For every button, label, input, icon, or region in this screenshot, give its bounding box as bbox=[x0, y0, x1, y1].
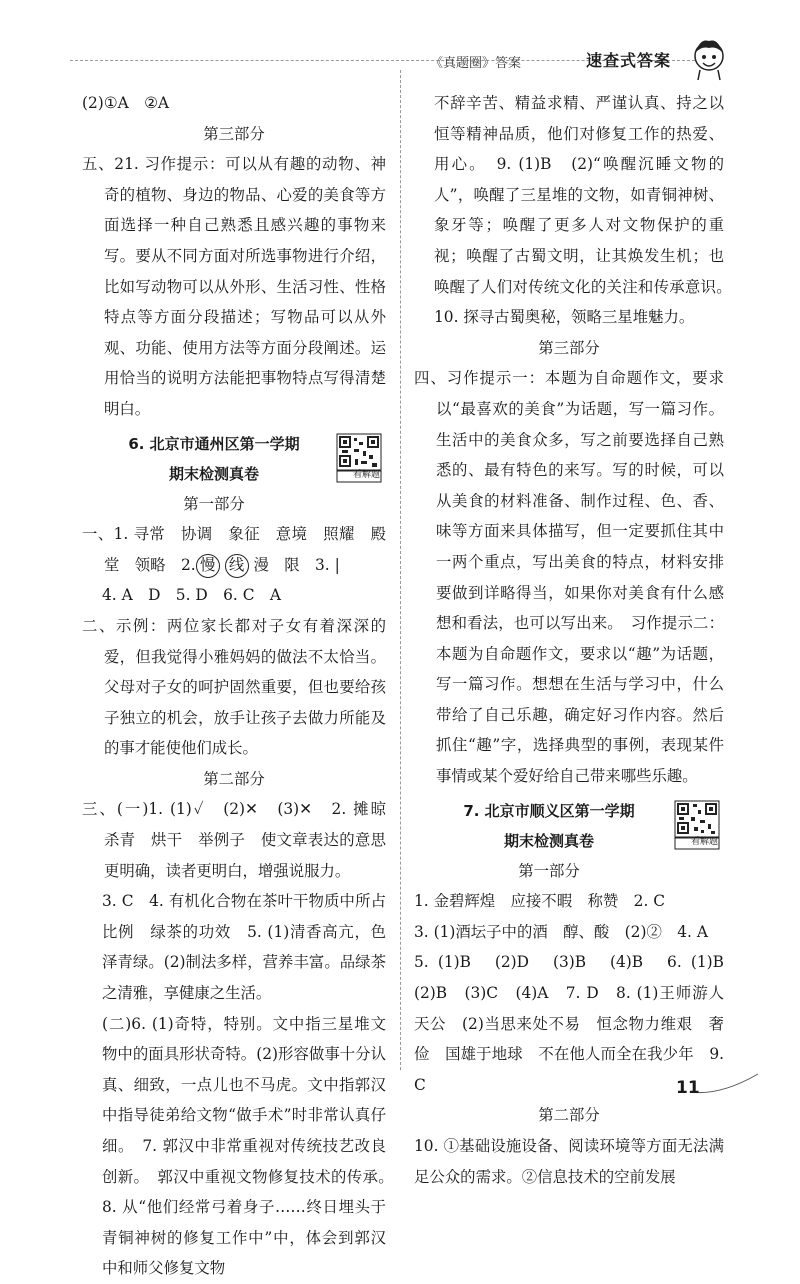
exam-subtitle: 期末检测真卷 bbox=[168, 464, 259, 483]
header-badge: 速查式答案 bbox=[586, 51, 672, 70]
answer-line: (2)①A ②A bbox=[82, 94, 170, 112]
answer-a10: 10. ①基础设施设备、阅读环境等方面无法满足公众的需求。②信息技术的空前发展 bbox=[414, 1137, 724, 1186]
answer-q1 bbox=[82, 519, 386, 580]
mascot-icon bbox=[690, 36, 728, 80]
answer-q1-cont: 4. A D 5. D 6. C A bbox=[102, 586, 281, 605]
right-column bbox=[414, 88, 740, 1192]
exam-title-block bbox=[414, 796, 724, 856]
section-heading: 第二部分 bbox=[538, 1106, 600, 1125]
exam-title-block bbox=[82, 429, 386, 489]
answer-a3: 5. (1)B (2)D (3)B (4)B 6. (1)B (2)B (3)C (4)A 7. D 8. (1)王师游人 天公 (2)当思来处不易 恒念物力维艰 奢 俭 国雄于地球 不在他人而全在我少年 9. C bbox=[414, 953, 740, 1094]
exam-title: 6. 北京市通州区第一学期 bbox=[128, 434, 300, 453]
answer-q3a: 三、(一)1. (1)✓ (2)✕ (3)✕ 2. 摊晾 杀青 烘干 举例子 使文章表达的意思更明确，读者更明白，增强说服力。 bbox=[82, 800, 402, 880]
exam-title: 7. 北京市顺义区第一学期 bbox=[463, 801, 635, 820]
answer-continued: 不辞辛苦、精益求精、严谨认真、持之以恒等精神品质，他们对修复工作的热爱、用心。 9. (1)B (2)“唤醒沉睡文物的人”，唤醒了三星堆的文物，如青铜神树、象牙等；唤醒了更多人对文物保护的重视；唤醒了古蜀文明，让其焕发生机；也唤醒了人们对传统文化的关注和传承意识。 10. 探寻古蜀奥秘，领略三星堆魅力。 bbox=[434, 94, 740, 327]
answer-q5: 五、21. 习作提示：可以从有趣的动物、神奇的植物、身边的物品、心爱的美食等方面选择一种自己熟悉且感兴趣的事物来写。要从不同方面对所选事物进行介绍，比如写动物可以从外形、生活习性、性格特点等方面分段描述；写物品可以从外观、功能、使用方法等方面分段阐述。运用恰当的说明方法能把事物特点写得清楚明白。 bbox=[82, 155, 386, 418]
answer-a1: 1. 金碧辉煌 应接不暇 称赞 2. C bbox=[414, 892, 666, 911]
header-title: 《真题圈》答案 bbox=[430, 56, 522, 71]
answer-a2: 3. (1)酒坛子中的酒 醇、酸 (2)② 4. A bbox=[414, 922, 708, 941]
answer-q3c: (二)6. (1)奇特，特别。文中指三星堆文物中的面具形状奇特。(2)形容做事十分认真、细致，一点儿也不马虎。文中指郭汉中指导徒弟给文物“做手术”时非常认真仔细。 7. 郭汉中非常重视对传统技艺改良创新。 郭汉中重视文物修复技术的传承。 8. 从“他们经常弓着身子……终日埋头于青铜神树的修复工作中”中，体会到郭汉中和师父修复文物 bbox=[102, 1014, 402, 1278]
answer-q3b: 3. C 4. 有机化合物在茶叶干物质中所占比例 绿茶的功效 5. (1)清香高亢，色泽青绿。(2)制法多样，营养丰富。品绿茶之清雅，享健康之生活。 bbox=[102, 892, 386, 1003]
answer-q4: 四、习作提示一：本题为自命题作文，要求以“最喜欢的美食”为话题，写一篇习作。生活中的美食众多，写之前要选择自己熟悉的、最有特色的来写。写的时候，可以从美食的材料准备、制作过程、色、香、味等方面来具体描写，但一定要抓住其中一两个重点，写出美食的特点，材料安排要做到详略得当，如果你对美食有什么感想和看法，也可以写出来。 习作提示二：本题为自命题作文，要求以“趣”为话题，写一篇习作。想想在生活与学习中，什么带给了自己乐趣，确定好习作内容。然后抓住“趣”字，选择典型的事例，表现某件事情或某个爱好给自己带来哪些乐趣。 bbox=[414, 369, 724, 786]
section-heading: 第一部分 bbox=[183, 494, 245, 513]
section-heading: 第二部分 bbox=[203, 769, 265, 788]
qr-label: 看解题 bbox=[690, 836, 718, 847]
left-column bbox=[82, 88, 402, 1284]
section-heading: 第三部分 bbox=[203, 124, 265, 143]
column-divider bbox=[400, 70, 401, 1070]
page-number: 11 bbox=[676, 1078, 700, 1098]
answer-q1-tail: 漫 限 3. | bbox=[253, 555, 340, 574]
circled-char: 慢 bbox=[196, 554, 220, 578]
exam-subtitle: 期末检测真卷 bbox=[503, 831, 594, 850]
circled-char: 线 bbox=[225, 554, 249, 578]
answer-q2: 二、示例：两位家长都对子女有着深深的爱，但我觉得小雅妈妈的做法不太恰当。父母对子女的呵护固然重要，但也要给孩子独立的机会，放手让孩子去做力所能及的事才能使他们成长。 bbox=[82, 616, 386, 758]
page-corner-icon bbox=[690, 1070, 760, 1100]
answer-q1-text: 一、1. 寻常 协调 象征 意境 照耀 殿堂 领略 2. bbox=[82, 525, 386, 574]
qr-label: 看解题 bbox=[352, 469, 380, 480]
section-heading: 第三部分 bbox=[538, 338, 600, 357]
section-heading: 第一部分 bbox=[518, 861, 580, 880]
